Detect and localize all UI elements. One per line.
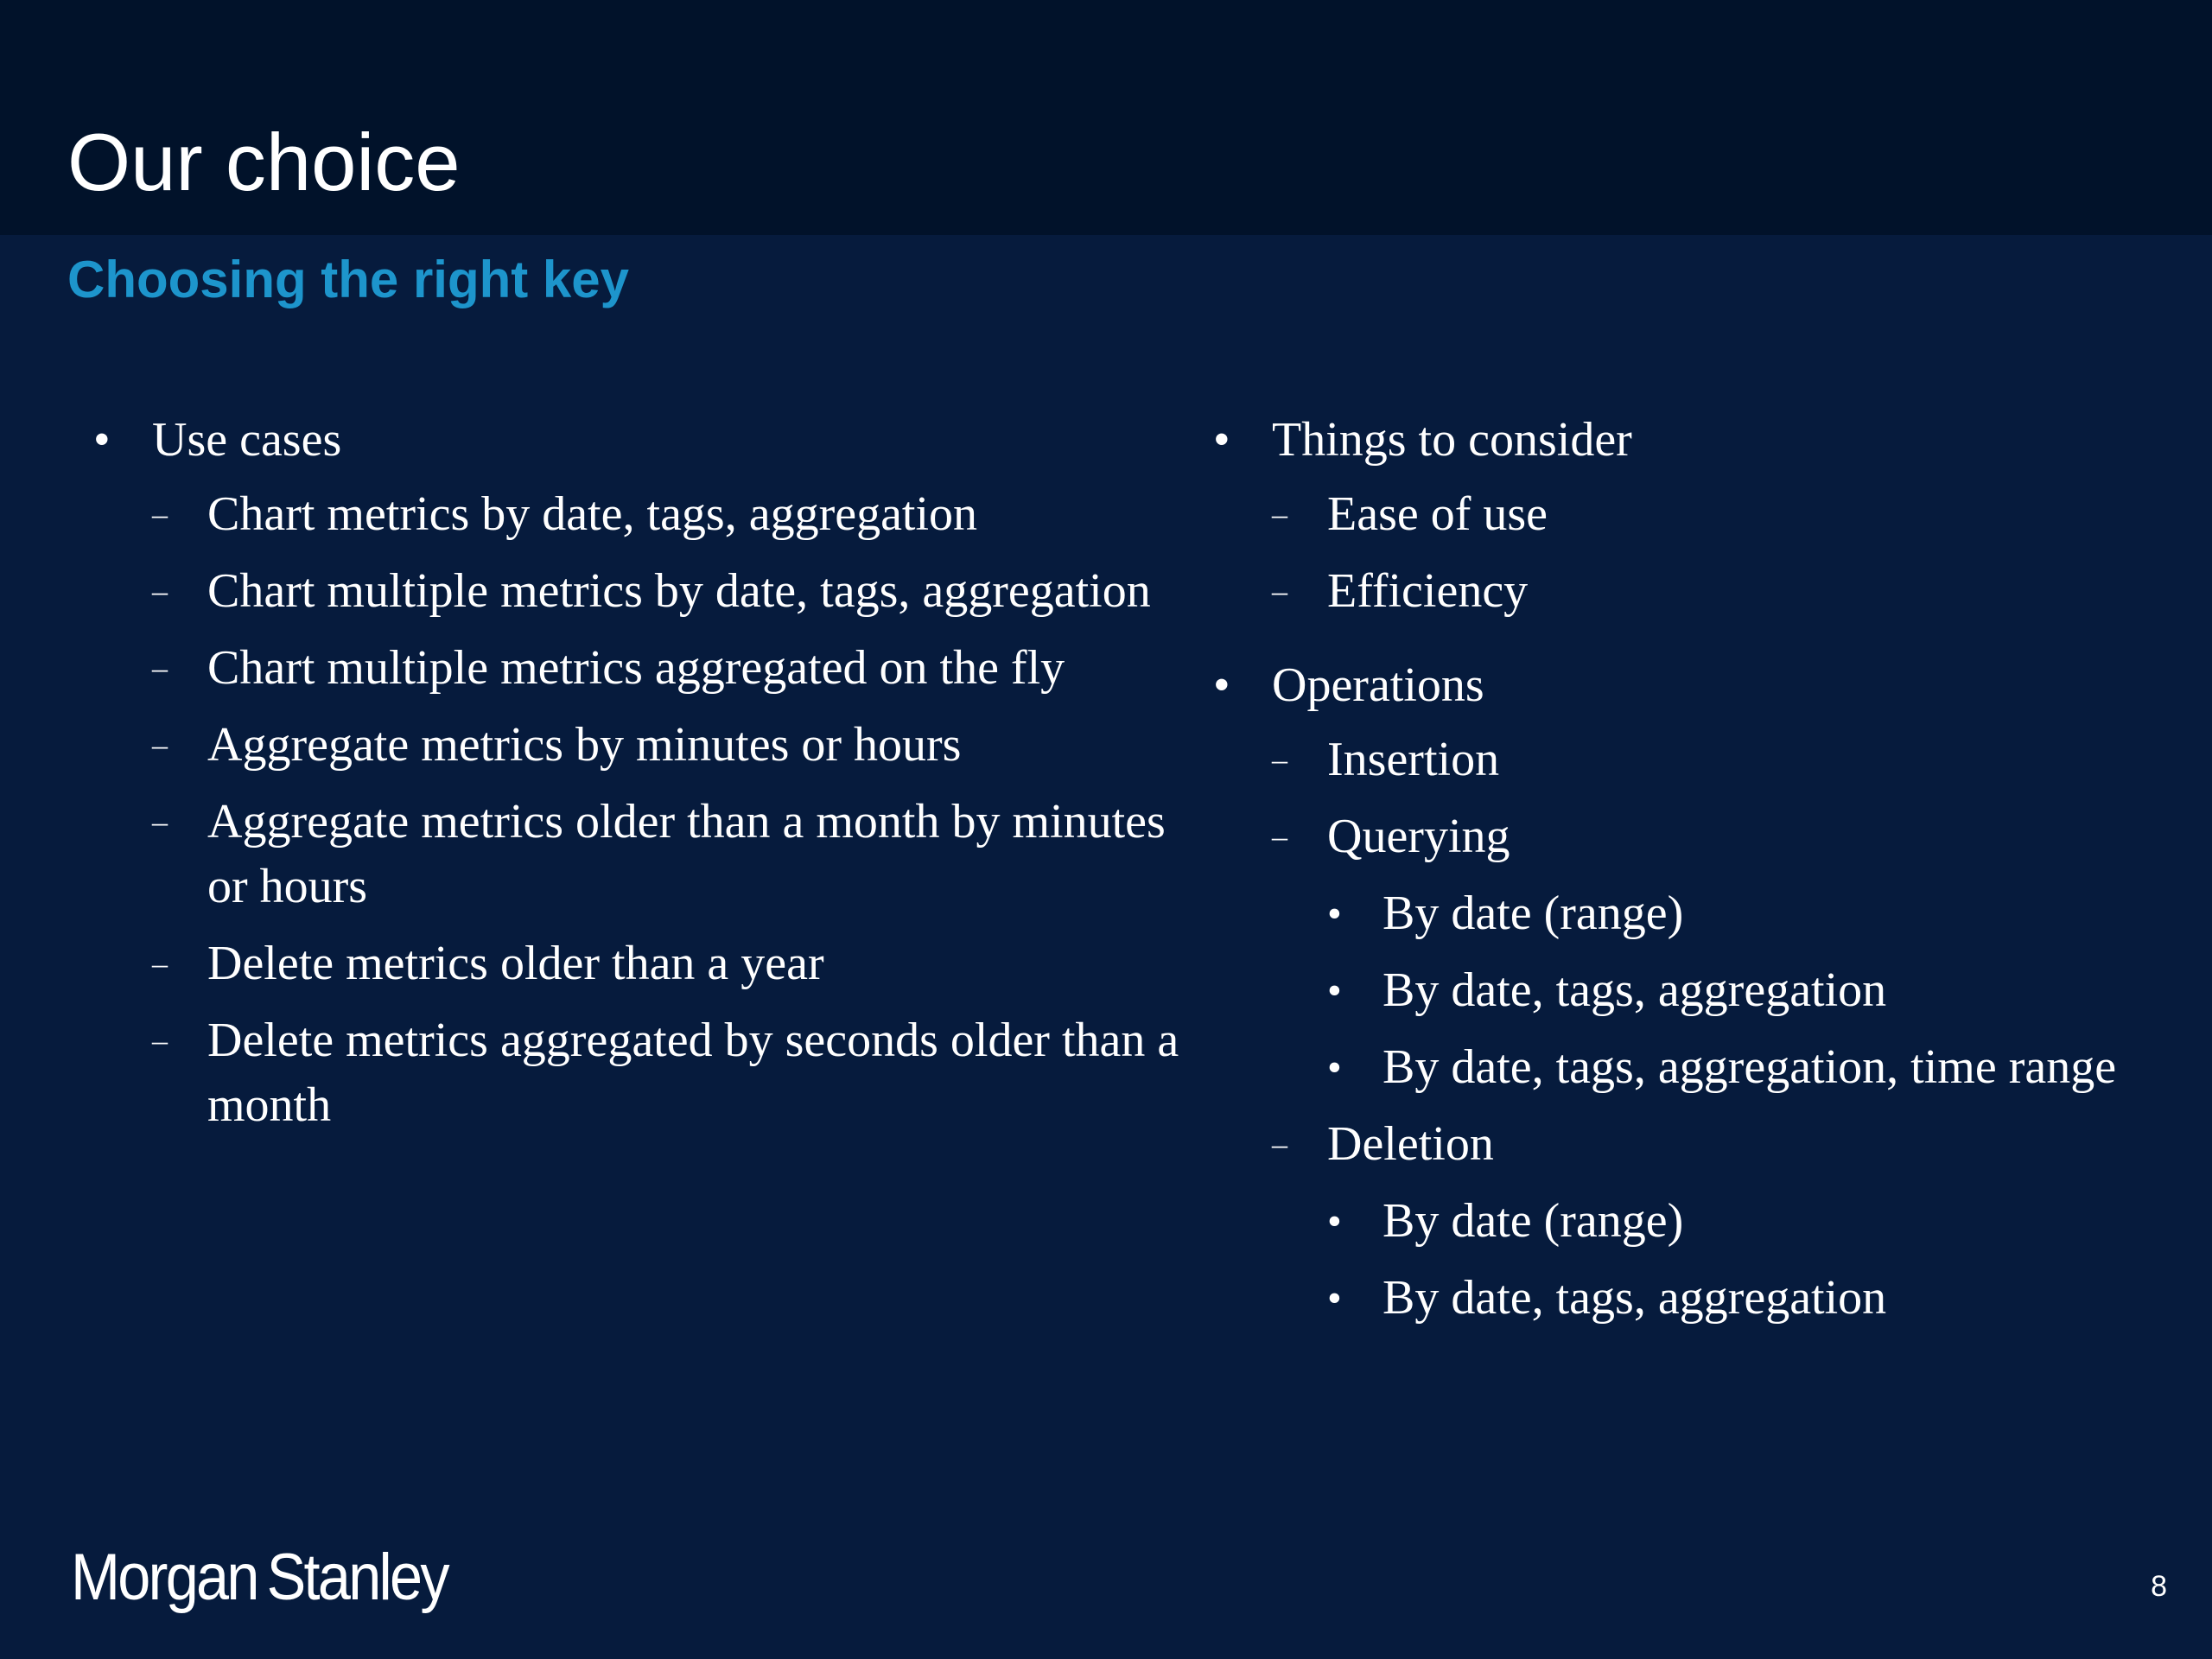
list-item: – Chart metrics by date, tags, aggregation bbox=[152, 482, 1191, 547]
slide-subtitle: Choosing the right key bbox=[67, 251, 630, 308]
left-column bbox=[93, 406, 1191, 1150]
page-number: 8 bbox=[2151, 1570, 2167, 1603]
list-item: • By date (range) bbox=[1327, 881, 2198, 946]
bullet-use-cases bbox=[93, 406, 1191, 1138]
bullet-label: Things to consider bbox=[1272, 413, 1632, 467]
bullet-things-to-consider bbox=[1213, 406, 2198, 624]
slide-title: Our choice bbox=[67, 117, 461, 207]
list-item: – Efficiency bbox=[1272, 559, 2198, 624]
bullet-operations bbox=[1213, 652, 2198, 1331]
operations-list bbox=[1272, 728, 2198, 1331]
list-item: • By date (range) bbox=[1327, 1189, 2198, 1254]
things-to-consider-list bbox=[1272, 482, 2198, 624]
bullet-label: Use cases bbox=[152, 413, 342, 467]
list-item: – Aggregate metrics by minutes or hours bbox=[152, 713, 1191, 778]
bullet-label: Operations bbox=[1272, 658, 1484, 712]
list-item-querying bbox=[1272, 804, 2198, 1100]
list-item: – Chart multiple metrics by date, tags, aggregation bbox=[152, 559, 1191, 624]
list-item-deletion bbox=[1272, 1112, 2198, 1331]
list-item: – Chart multiple metrics aggregated on the fly bbox=[152, 636, 1191, 701]
list-item: • By date, tags, aggregation, time range bbox=[1327, 1035, 2198, 1100]
left-bullet-list bbox=[93, 406, 1191, 1138]
deletion-list bbox=[1327, 1189, 2198, 1331]
use-cases-list bbox=[152, 482, 1191, 1138]
list-item: • By date, tags, aggregation bbox=[1327, 958, 2198, 1023]
item-label: Insertion bbox=[1327, 733, 1500, 786]
list-item: – Delete metrics aggregated by seconds older than a month bbox=[152, 1008, 1191, 1138]
querying-list bbox=[1327, 881, 2198, 1100]
morgan-stanley-logo: Morgan Stanley bbox=[71, 1541, 448, 1614]
list-item: – Aggregate metrics older than a month by minutes or hours bbox=[152, 790, 1191, 919]
right-bullet-list bbox=[1213, 406, 2198, 1331]
list-item: – Delete metrics older than a year bbox=[152, 931, 1191, 996]
list-item-insertion bbox=[1272, 728, 2198, 792]
item-label: Querying bbox=[1327, 810, 1510, 863]
list-item: – Ease of use bbox=[1272, 482, 2198, 547]
right-column bbox=[1213, 406, 2198, 1343]
list-item: • By date, tags, aggregation bbox=[1327, 1266, 2198, 1331]
item-label: Deletion bbox=[1327, 1117, 1494, 1171]
